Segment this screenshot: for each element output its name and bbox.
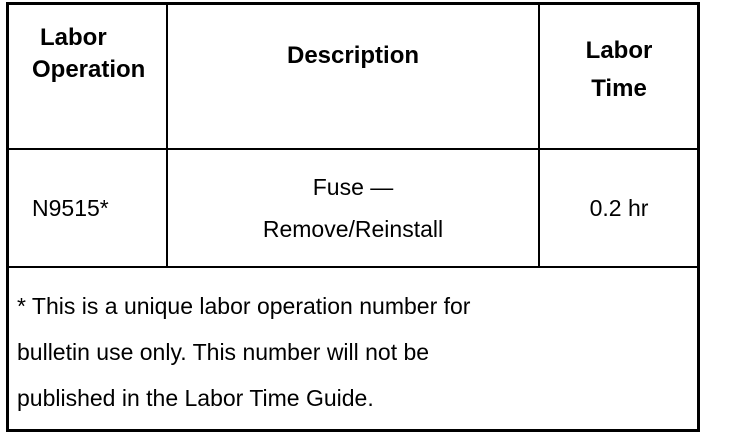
header-labor-time bbox=[540, 5, 698, 135]
header-labor-operation-line1: Labor bbox=[40, 24, 107, 51]
header-labor-operation bbox=[16, 8, 166, 148]
row-divider-footnote bbox=[6, 266, 700, 268]
description-line1: Fuse — bbox=[312, 174, 394, 200]
cell-labor-time bbox=[540, 150, 698, 266]
header-description-label: Description bbox=[286, 42, 420, 69]
labor-operation-value: N9515* bbox=[32, 195, 109, 221]
footnote bbox=[17, 283, 677, 421]
footnote-line2: bulletin use only. This number will not be bbox=[17, 339, 430, 365]
footnote-line1: * This is a unique labor operation number for bbox=[17, 293, 471, 319]
header-labor-time-line2: Time bbox=[591, 75, 647, 102]
description-line2: Remove/Reinstall bbox=[262, 216, 444, 242]
header-description bbox=[168, 5, 538, 107]
header-labor-operation-line2: Operation bbox=[32, 56, 146, 83]
header-labor-time-line1: Labor bbox=[585, 37, 653, 64]
labor-time-value: 0.2 hr bbox=[589, 195, 649, 221]
cell-description bbox=[168, 150, 538, 266]
footnote-line3: published in the Labor Time Guide. bbox=[17, 385, 374, 411]
cell-labor-operation bbox=[8, 150, 166, 266]
